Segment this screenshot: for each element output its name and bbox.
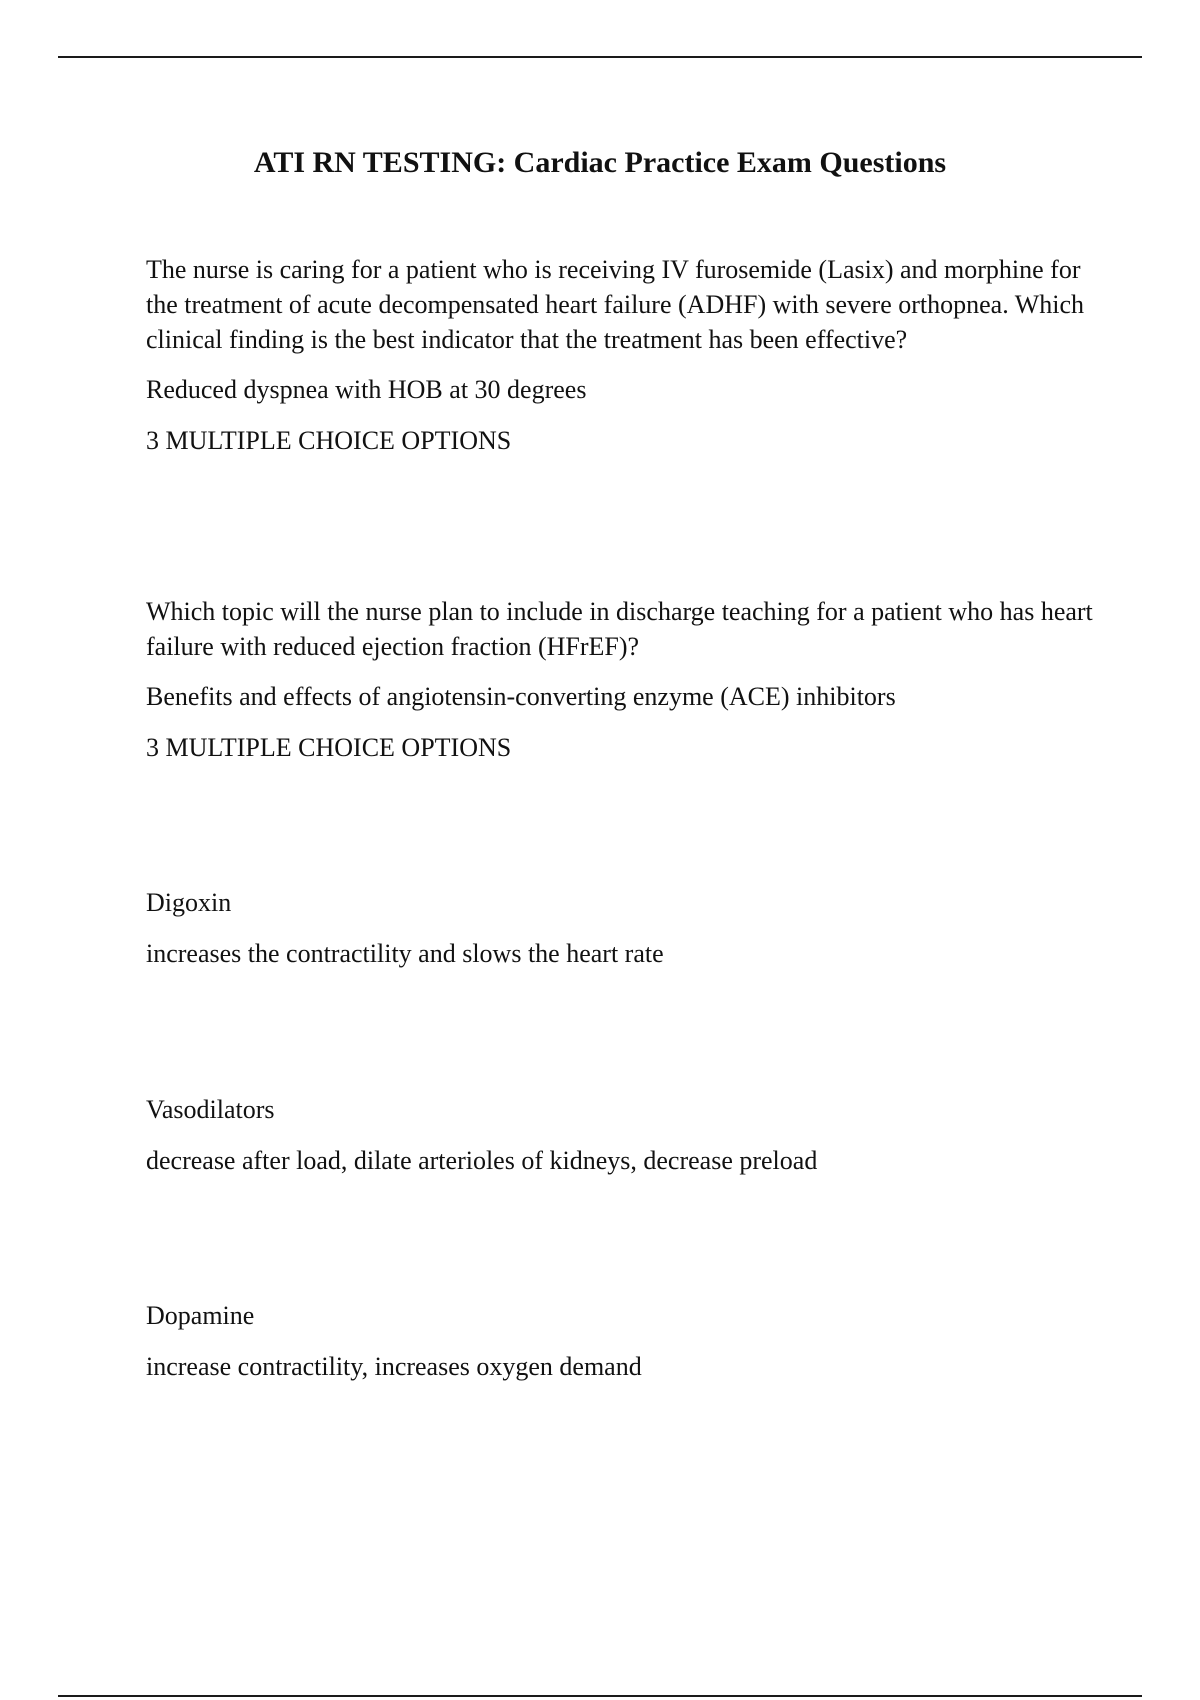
question-text: The nurse is caring for a patient who is receiving IV furosemide (Lasix) and morphine for the treatment of acute decompensated heart failure (ADHF) with severe orthopnea. Which clinical finding is the best indicator that the treatment has been effective?	[146, 255, 1085, 354]
term-text: Vasodilators	[146, 1095, 275, 1124]
term-block-vasodilators	[146, 1092, 1096, 1178]
term-block-digoxin	[146, 885, 1096, 971]
term-text: Digoxin	[146, 888, 232, 917]
bottom-divider	[58, 1695, 1142, 1697]
answer-text: Reduced dyspnea with HOB at 30 degrees	[146, 375, 587, 404]
answer-text: Benefits and effects of angiotensin-converting enzyme (ACE) inhibitors	[146, 682, 896, 711]
term-block-dopamine	[146, 1298, 1096, 1384]
question-text: Which topic will the nurse plan to include in discharge teaching for a patient who has heart failure with reduced ejection fraction (HFrEF)?	[146, 597, 1093, 661]
page-title: ATI RN TESTING: Cardiac Practice Exam Questions	[253, 146, 947, 179]
question-block-2	[146, 594, 1096, 765]
definition-text: increases the contractility and slows the heart rate	[146, 939, 664, 968]
definition-text: increase contractility, increases oxygen demand	[146, 1352, 642, 1381]
definition-text: decrease after load, dilate arterioles of kidneys, decrease preload	[146, 1146, 818, 1175]
options-note: 3 MULTIPLE CHOICE OPTIONS	[146, 426, 512, 455]
document-body	[146, 252, 1096, 1384]
term-text: Dopamine	[146, 1301, 255, 1330]
options-note: 3 MULTIPLE CHOICE OPTIONS	[146, 733, 512, 762]
question-block-1	[146, 252, 1096, 458]
top-divider	[58, 56, 1142, 58]
